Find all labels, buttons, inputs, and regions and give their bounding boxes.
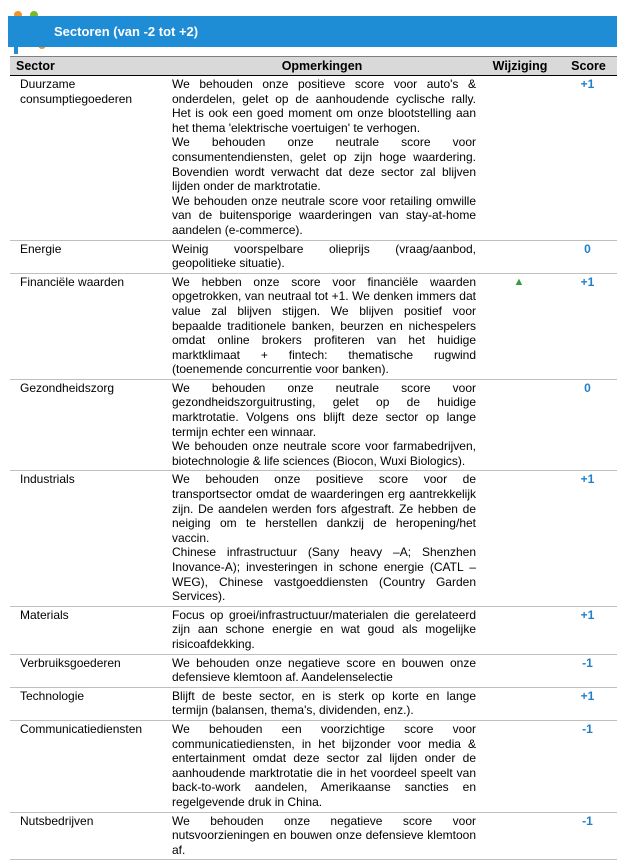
sector-remarks bbox=[162, 687, 480, 720]
sector-name: Gezondheidszorg bbox=[10, 379, 162, 471]
remark-paragraph: We behouden onze positieve score voor auto's & onderdelen, gelet op de aanhoudende cyclische rally. Het is ook een goed moment om onze blootstelling aan het thema 'elektrische voertuigen' te verhogen. bbox=[172, 77, 476, 135]
table-row bbox=[10, 812, 617, 860]
change-indicator bbox=[480, 240, 558, 273]
remark-paragraph: We hebben onze score voor financiële waarden opgetrokken, van neutraal tot +1. We denken immers dat value zal blijven stijgen. We blijven positief voor bepaalde traditionele banken, beurzen en nichespelers omdat online brokers profiteren van het huidige marktklimaat + fintech: thematische rugwind (toenemende concurrentie voor banken). bbox=[172, 274, 476, 377]
score-value: +1 bbox=[558, 76, 617, 241]
score-value: +1 bbox=[558, 471, 617, 606]
score-value: -1 bbox=[558, 720, 617, 812]
score-value: 0 bbox=[558, 379, 617, 471]
sector-name: Technologie bbox=[10, 687, 162, 720]
column-header-score: Score bbox=[558, 57, 617, 76]
sector-remarks bbox=[162, 606, 480, 654]
sector-remarks bbox=[162, 273, 480, 379]
table-row bbox=[10, 76, 617, 241]
score-value: -1 bbox=[558, 654, 617, 687]
sector-remarks bbox=[162, 379, 480, 471]
table-row bbox=[10, 654, 617, 687]
change-indicator bbox=[480, 76, 558, 241]
table-row bbox=[10, 273, 617, 379]
remark-paragraph: We behouden onze negatieve score voor nutsvoorzieningen en bouwen onze defensieve klemtoon af. bbox=[172, 813, 476, 857]
table-row bbox=[10, 720, 617, 812]
sector-remarks bbox=[162, 812, 480, 860]
sector-name: Communicatiediensten bbox=[10, 720, 162, 812]
sector-remarks bbox=[162, 654, 480, 687]
change-indicator bbox=[480, 379, 558, 471]
change-indicator bbox=[480, 720, 558, 812]
remark-paragraph: We behouden onze positieve score voor de transportsector omdat de waarderingen erg aantrekkelijk zijn. De aandelen werden fors afgestraft. Ze hebben de neiging om te herstellen dankzij de heropening/het vaccin. bbox=[172, 472, 476, 545]
section-title: Sectoren (van -2 tot +2) bbox=[54, 24, 199, 39]
remark-paragraph: We behouden onze neutrale score voor gezondheidszorguitrusting, gelet op de huidige marktrotatie. Volgens ons blijft deze sector op lange termijn echter een winnaar. bbox=[172, 380, 476, 439]
sector-name: Financiële waarden bbox=[10, 273, 162, 379]
column-header-remarks: Opmerkingen bbox=[162, 57, 480, 76]
table-row bbox=[10, 687, 617, 720]
remark-paragraph: We behouden onze neutrale score voor consumentendiensten, gelet op zijn hoge waardering. Bovendien wordt verwacht dat deze sector zal blijven lijden onder de marktrotatie. bbox=[172, 135, 476, 194]
score-value: -1 bbox=[558, 812, 617, 860]
sector-table bbox=[10, 56, 617, 860]
change-indicator bbox=[480, 606, 558, 654]
change-indicator bbox=[480, 812, 558, 860]
score-value: +1 bbox=[558, 606, 617, 654]
score-value: +1 bbox=[558, 687, 617, 720]
sector-remarks bbox=[162, 240, 480, 273]
table-row bbox=[10, 471, 617, 606]
change-indicator bbox=[480, 687, 558, 720]
table-row bbox=[10, 240, 617, 273]
sector-name: Verbruiksgoederen bbox=[10, 654, 162, 687]
remark-paragraph: Chinese infrastructuur (Sany heavy –A; Shenzhen Inovance-A); investeringen in schone energie (CATL – WEG), Chinese vastgoeddiensten (Country Garden Services). bbox=[172, 545, 476, 604]
score-value: +1 bbox=[558, 273, 617, 379]
column-header-change: Wijziging bbox=[480, 57, 558, 76]
sector-name: Duurzame consumptiegoederen bbox=[10, 76, 162, 241]
sector-name: Industrials bbox=[10, 471, 162, 606]
remark-paragraph: We behouden onze neutrale score voor retailing omwille van de buitensporige waarderingen van stay-at-home aandelen (e-commerce). bbox=[172, 193, 476, 237]
sector-name: Energie bbox=[10, 240, 162, 273]
sector-remarks bbox=[162, 471, 480, 606]
column-header-sector: Sector bbox=[10, 57, 162, 76]
sector-remarks bbox=[162, 720, 480, 812]
table-header-row bbox=[10, 57, 617, 76]
up-triangle-icon: ▲ bbox=[480, 273, 558, 379]
sector-remarks bbox=[162, 76, 480, 241]
remark-paragraph: Weinig voorspelbare olieprijs (vraag/aanbod, geopolitieke situatie). bbox=[172, 241, 476, 271]
score-value: 0 bbox=[558, 240, 617, 273]
remark-paragraph: We behouden onze neutrale score voor farmabedrijven, biotechnologie & life sciences (Biocon, Wuxi Biologics). bbox=[172, 439, 476, 468]
change-indicator bbox=[480, 471, 558, 606]
sector-name: Materials bbox=[10, 606, 162, 654]
remark-paragraph: We behouden een voorzichtige score voor communicatiediensten, in het bijzonder voor media & entertainment omdat deze sector zal lijden onder de aanhoudende marktrotatie die in het voordeel speelt van back-to-work aandelen, Amerikaanse sancties en regelgevende druk in China. bbox=[172, 721, 476, 809]
remark-paragraph: Focus op groei/infrastructuur/materialen die gerelateerd zijn aan schone energie en wat goud als mogelijke risicoafdekking. bbox=[172, 607, 476, 651]
table-row bbox=[10, 606, 617, 654]
remark-paragraph: Blijft de beste sector, en is sterk op korte en lange termijn (balansen, thema's, dividenden, enz.). bbox=[172, 688, 476, 718]
table-row bbox=[10, 379, 617, 471]
remark-paragraph: We behouden onze negatieve score en bouwen onze defensieve klemtoon af. Aandelenselectie bbox=[172, 655, 476, 685]
sector-name: Nutsbedrijven bbox=[10, 812, 162, 860]
change-indicator bbox=[480, 654, 558, 687]
